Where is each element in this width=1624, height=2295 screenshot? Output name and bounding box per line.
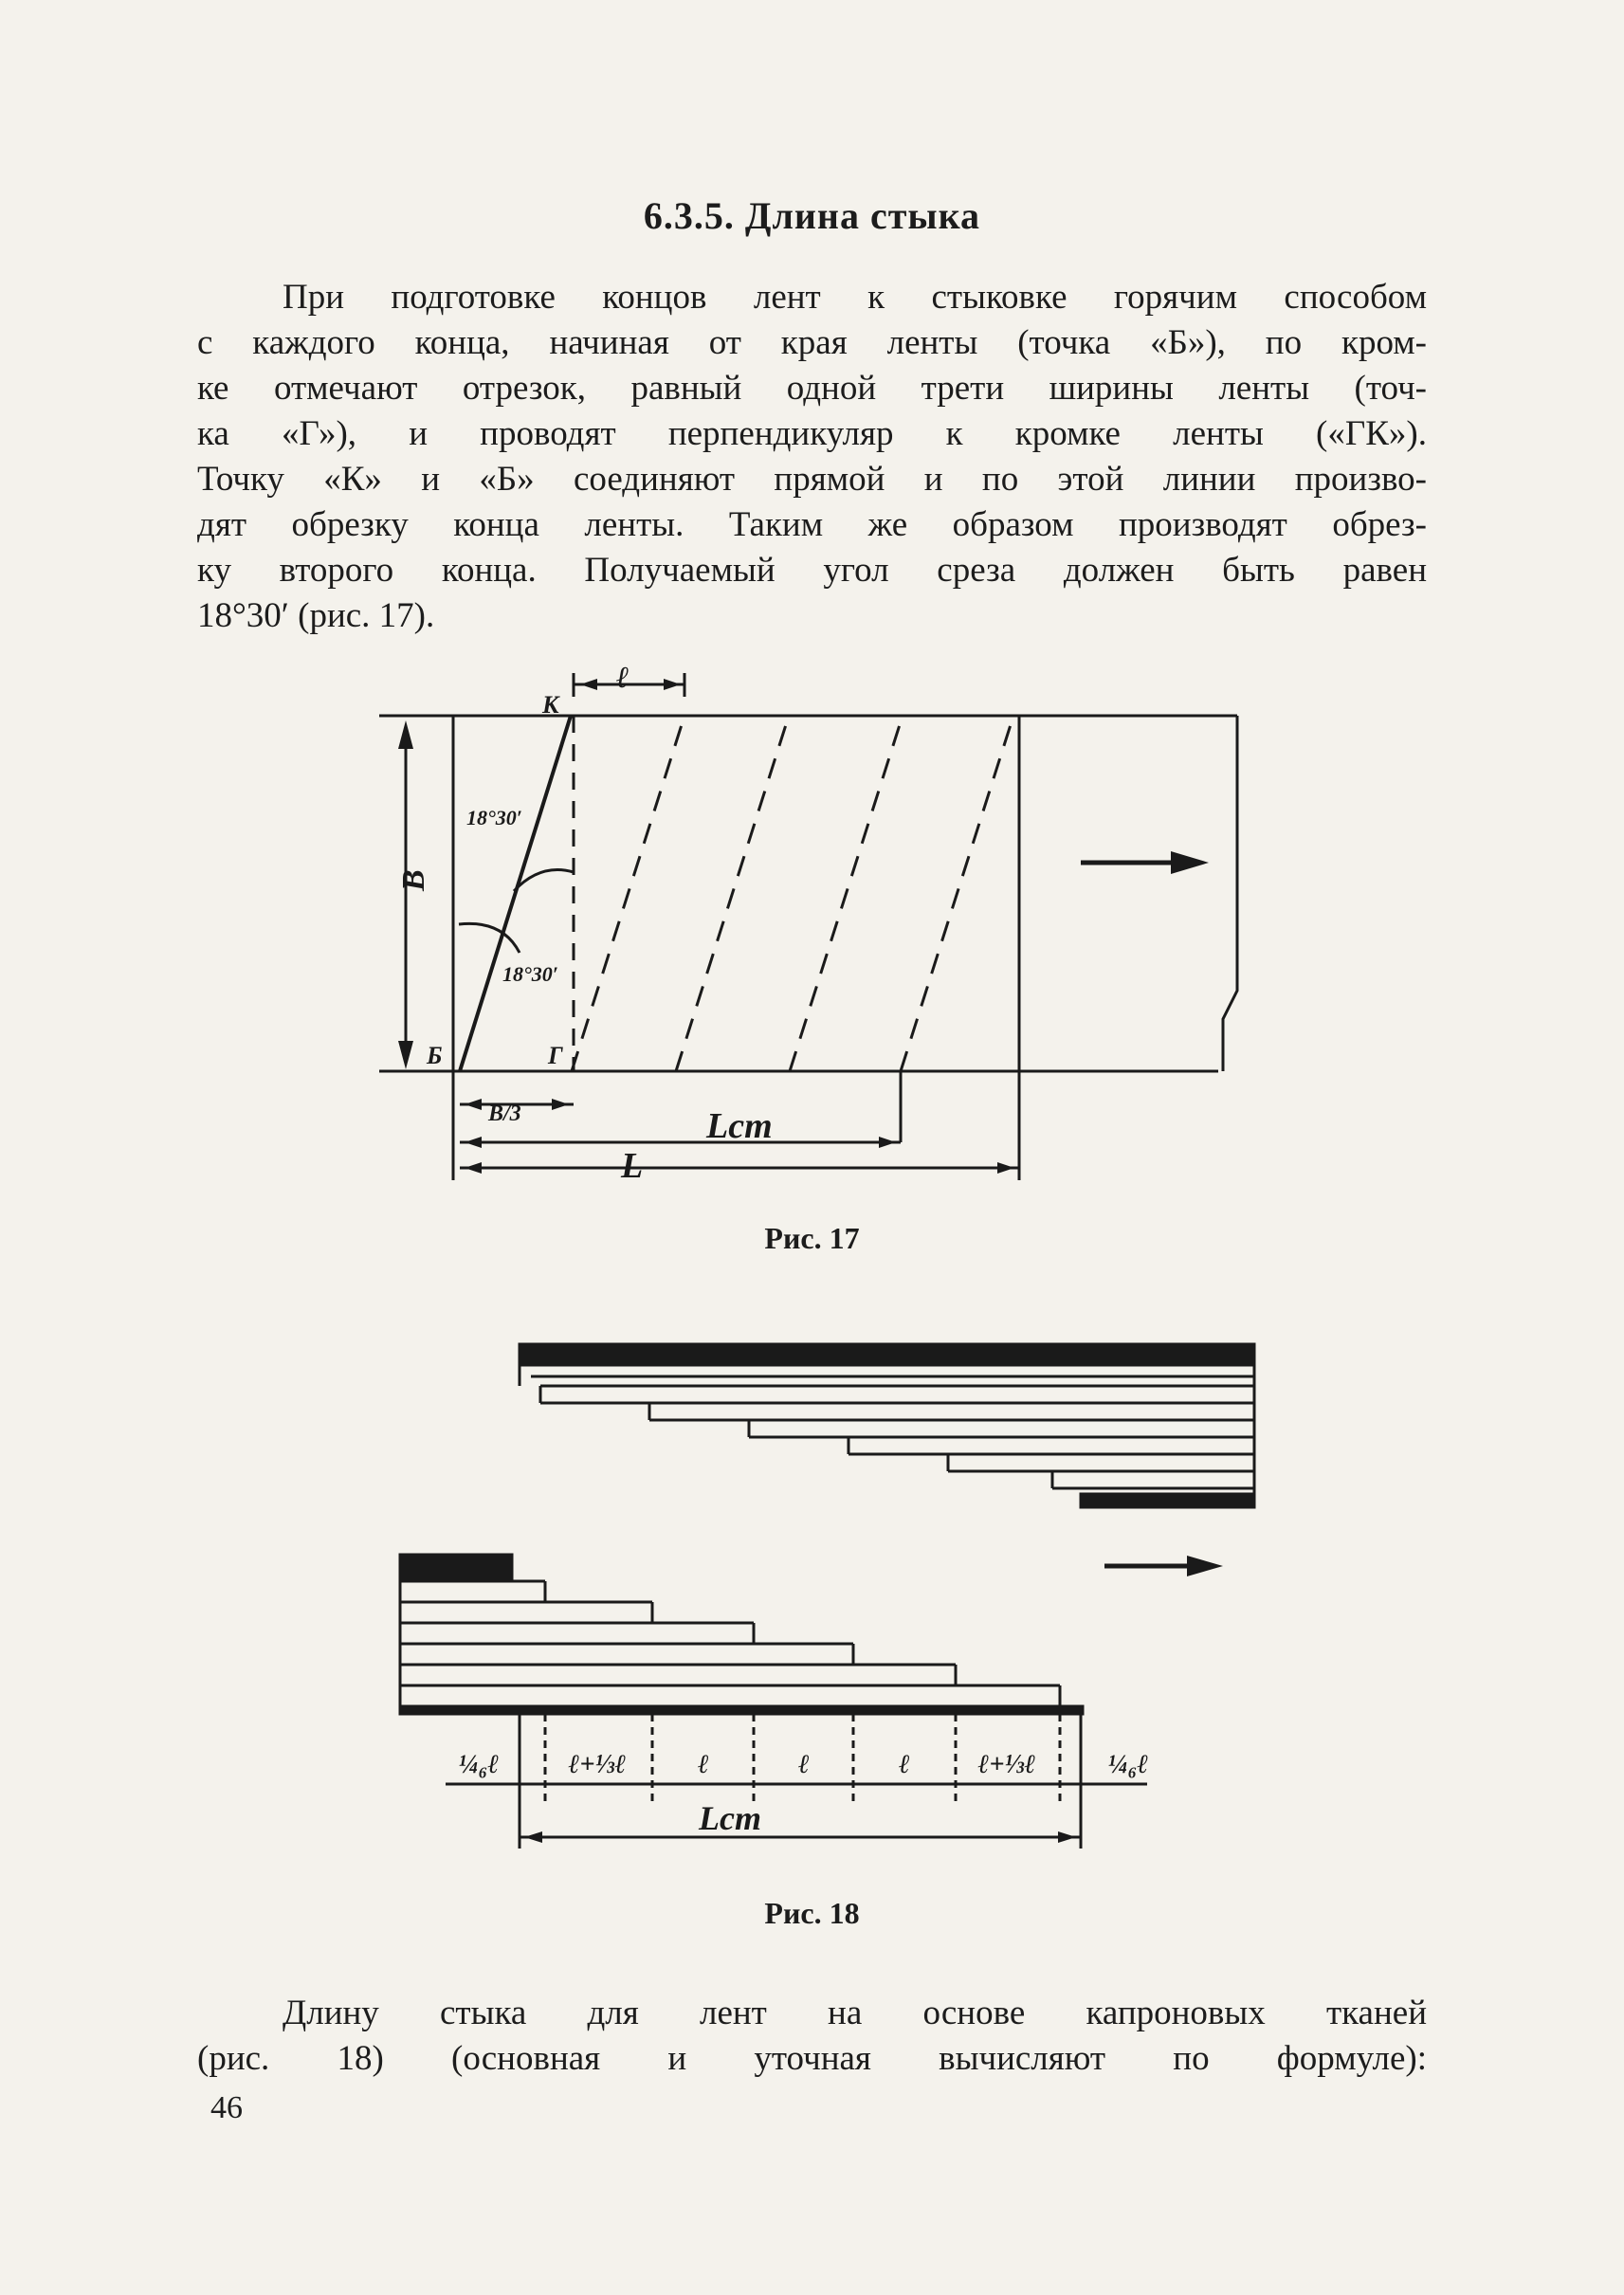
top-belt-cover [520,1344,1254,1365]
label-l: ℓ [616,660,630,694]
paragraph-line: (рис. 18) (основная и уточная вычисляют по формуле): [197,2039,1427,2078]
arrow-head-icon [524,1831,542,1843]
section-heading: 6.3.5. Длина стыка [643,194,981,237]
label-angle-top: 18°30′ [466,806,522,829]
label-k: К [542,691,559,719]
paragraph-line: ка «Г»), и проводят перпендикуляр к кромке ленты («ГК»). [197,414,1427,453]
paragraph-line: При подготовке концов лент к стыковке горячим способом [283,278,1427,317]
label-l-st: Lст [699,1799,761,1837]
label-angle-bottom: 18°30′ [502,962,558,986]
paragraph-line: ке отмечают отрезок, равный одной трети ширины ленты (точ- [197,369,1427,408]
bottom-belt-cover [400,1555,512,1581]
label-g-point: Г [548,1042,563,1069]
label-l-total: L [621,1146,644,1186]
paragraph-line: дят обрезку конца ленты. Таким же образом производят обрез- [197,505,1427,544]
paragraph-line: Длину стыка для лент на основе капроновых тканей [283,1994,1427,2032]
dim-label: ℓ [798,1750,810,1779]
label-l-st: Lст [706,1106,773,1146]
label-b-point: Б [427,1042,443,1069]
label-b-third: В/3 [488,1102,521,1126]
figure-17-caption: Рис. 17 [764,1221,860,1255]
paragraph-line: ку второго конца. Получаемый угол среза должен быть равен [197,551,1427,590]
dim-label: ¼₆ℓ [458,1750,500,1779]
direction-arrow [1104,1556,1223,1576]
arrow-head-icon [1058,1831,1076,1843]
figure-18-caption: Рис. 18 [764,1896,860,1930]
dim-label: ℓ [899,1750,910,1779]
dim-label: ℓ+⅓ℓ [568,1750,627,1779]
paragraph-line: с каждого конца, начиная от края ленты (точка «Б»), по кром- [197,323,1427,362]
page-number: 46 [210,2090,243,2125]
label-b-width: В [396,869,431,891]
paragraph-line: Точку «К» и «Б» соединяют прямой и по этой линии произво- [197,460,1427,499]
dim-label: ¼₆ℓ [1107,1750,1149,1779]
dim-label: ℓ+⅓ℓ [977,1750,1036,1779]
closing-paragraph [197,1991,1427,2082]
arrow-head-icon [1187,1556,1223,1576]
paragraph-line: 18°30′ (рис. 17). [197,596,435,635]
dim-label: ℓ [698,1750,709,1779]
